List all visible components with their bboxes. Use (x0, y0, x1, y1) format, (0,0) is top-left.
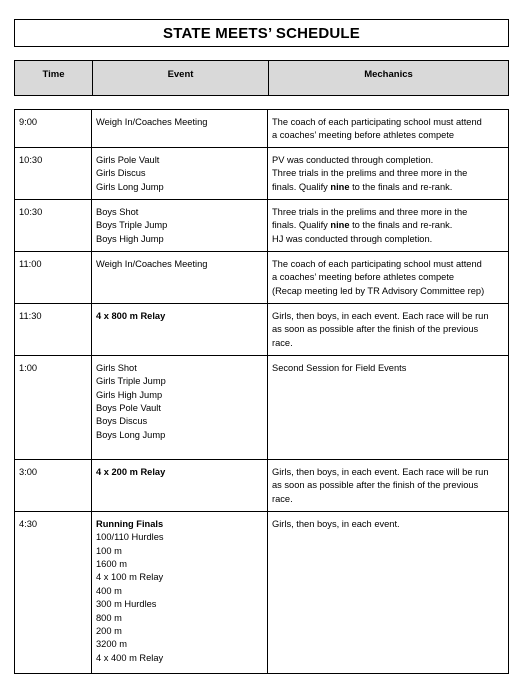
event-name: 4 x 400 m Relay (96, 652, 164, 663)
event-name: 100/110 Hurdles (96, 532, 164, 543)
mechanics-cell (268, 355, 509, 459)
event-cell (92, 355, 268, 459)
time-cell: 11:00 (15, 251, 92, 303)
event-name: Girls Shot (96, 362, 137, 373)
header-mechanics: Mechanics (268, 61, 508, 95)
event-cell (92, 147, 268, 199)
mechanics-cell (268, 251, 509, 303)
schedule-table (14, 109, 509, 674)
mechanics-line: a coaches’ meeting before athletes compete (272, 272, 455, 283)
event-cell (92, 110, 268, 148)
event-name: 1600 m (96, 559, 128, 570)
table-row (15, 199, 509, 251)
time-cell: 10:30 (15, 147, 92, 199)
table-row (15, 459, 509, 511)
time-cell: 11:30 (15, 303, 92, 355)
emphasis-text: nine (330, 181, 350, 192)
mechanics-line: as soon as possible after the finish of the previous (272, 480, 479, 491)
mechanics-cell (268, 199, 509, 251)
time-cell: 3:00 (15, 459, 92, 511)
event-name: 4 x 200 m Relay (96, 466, 166, 477)
event-name: Girls Pole Vault (96, 154, 160, 165)
event-name: 4 x 100 m Relay (96, 572, 164, 583)
mechanics-cell (268, 147, 509, 199)
event-name: 100 m (96, 545, 122, 556)
mechanics-line: HJ was conducted through completion. (272, 233, 433, 244)
event-name: 800 m (96, 612, 122, 623)
mechanics-line: a coaches’ meeting before athletes compete (272, 130, 455, 141)
mechanics-line: race. (272, 493, 293, 504)
emphasis-text: nine (330, 220, 350, 231)
event-name: Running Finals (96, 518, 164, 529)
mechanics-text: to the finals and re-rank. (349, 220, 453, 231)
event-name: Girls Long Jump (96, 181, 164, 192)
mechanics-line: The coach of each participating school must attend (272, 117, 482, 127)
event-name: Boys Pole Vault (96, 403, 161, 414)
table-row (15, 110, 509, 148)
table-row (15, 147, 509, 199)
event-name: Boys Long Jump (96, 429, 166, 440)
page-title: STATE MEETS’ SCHEDULE (14, 19, 509, 47)
event-name: Boys Discus (96, 416, 148, 427)
event-name: Boys Shot (96, 206, 139, 217)
event-name: Girls Triple Jump (96, 376, 166, 387)
event-cell (92, 303, 268, 355)
time-cell: 9:00 (15, 110, 92, 148)
event-name: Boys High Jump (96, 233, 164, 244)
mechanics-cell (268, 459, 509, 511)
table-row (15, 303, 509, 355)
time-cell: 10:30 (15, 199, 92, 251)
mechanics-text: to the finals and re-rank. (349, 181, 453, 192)
event-cell (92, 199, 268, 251)
mechanics-cell (268, 303, 509, 355)
mechanics-line: Girls, then boys, in each event. Each race will be run (272, 466, 489, 477)
mechanics-line (272, 219, 504, 232)
mechanics-text: finals. Qualify (272, 220, 331, 231)
schedule-body (15, 110, 509, 674)
event-cell (92, 459, 268, 511)
event-name: Boys Triple Jump (96, 220, 168, 231)
table-row (15, 251, 509, 303)
event-name: 400 m (96, 585, 122, 596)
header-event: Event (92, 61, 268, 95)
event-cell (92, 251, 268, 303)
mechanics-line: Second Session for Field Events (272, 362, 407, 373)
mechanics-cell (268, 511, 509, 673)
mechanics-cell (268, 110, 509, 148)
mechanics-line: as soon as possible after the finish of the previous (272, 324, 479, 335)
event-name: 3200 m (96, 639, 128, 650)
table-row (15, 511, 509, 673)
event-name: 4 x 800 m Relay (96, 310, 166, 321)
table-header-row (14, 60, 509, 96)
mechanics-line: Three trials in the prelims and three more in the (272, 168, 468, 179)
time-cell: 4:30 (15, 511, 92, 673)
mechanics-line: race. (272, 337, 293, 348)
mechanics-text: finals. Qualify (272, 181, 331, 192)
event-name: Girls High Jump (96, 389, 163, 400)
time-cell: 1:00 (15, 355, 92, 459)
header-time: Time (42, 69, 65, 80)
event-name: Girls Discus (96, 168, 146, 179)
mechanics-line: Girls, then boys, in each event. Each race will be run (272, 310, 489, 321)
event-name: Weigh In/Coaches Meeting (96, 117, 208, 127)
mechanics-line (272, 181, 504, 194)
mechanics-line: Girls, then boys, in each event. (272, 518, 400, 529)
mechanics-line: Three trials in the prelims and three more in the (272, 206, 468, 217)
mechanics-line: PV was conducted through completion. (272, 154, 434, 165)
mechanics-line: The coach of each participating school must attend (272, 258, 482, 269)
event-name: 300 m Hurdles (96, 599, 157, 610)
event-cell (92, 511, 268, 673)
mechanics-line: (Recap meeting led by TR Advisory Committee rep) (272, 285, 485, 296)
event-name: 200 m (96, 626, 122, 637)
event-name: Weigh In/Coaches Meeting (96, 258, 208, 269)
table-row (15, 355, 509, 459)
